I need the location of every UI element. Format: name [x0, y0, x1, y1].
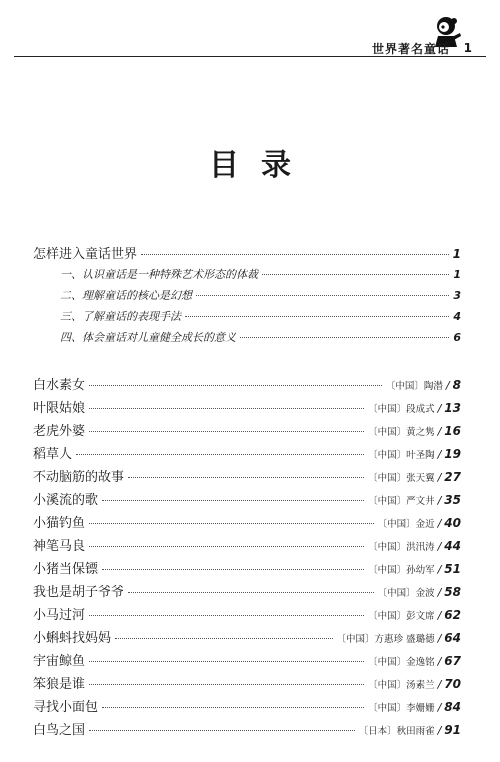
dot-leader: [102, 500, 364, 501]
toc-subentry[interactable]: [60, 287, 461, 303]
dot-leader: [76, 454, 364, 455]
toc-subentry[interactable]: [60, 266, 461, 282]
toc-entry-page: 1: [452, 247, 461, 261]
story-title: 白水素女: [33, 378, 86, 393]
toc-subentry-page: 1: [453, 268, 461, 281]
toc-entry[interactable]: [33, 627, 461, 646]
separator: /: [437, 540, 442, 553]
story-page: 64: [444, 631, 461, 645]
story-author: 〔中国〕陶潜: [385, 381, 443, 392]
dot-leader: [196, 295, 449, 296]
toc-subentry-title: 一、认识童话是一种特殊艺术形态的体裁: [60, 268, 258, 281]
separator: /: [445, 379, 450, 392]
story-page: 35: [444, 493, 461, 507]
toc-subentry[interactable]: [60, 329, 461, 345]
toc-entry[interactable]: [33, 512, 461, 531]
story-title: 白鸟之国: [33, 723, 86, 738]
toc-entry[interactable]: [33, 374, 461, 393]
story-page: 67: [444, 654, 461, 668]
toc-entry[interactable]: [33, 581, 461, 600]
toc-entry[interactable]: [33, 489, 461, 508]
dot-leader: [89, 546, 364, 547]
separator: /: [437, 402, 442, 415]
page-header: [14, 14, 486, 56]
toc-entry[interactable]: [33, 420, 461, 439]
story-author: 〔中国〕段成式: [368, 404, 435, 415]
story-title: 宇宙鲸鱼: [33, 654, 86, 669]
story-title: 稻草人: [33, 447, 73, 462]
page-title: 目录: [209, 148, 313, 183]
story-title: 老虎外婆: [33, 424, 86, 439]
separator: /: [437, 425, 442, 438]
story-author: 〔日本〕秋田雨雀: [358, 726, 435, 737]
story-title: 小溪流的歌: [33, 493, 99, 508]
story-page: 8: [452, 378, 461, 392]
separator: /: [437, 563, 442, 576]
story-page: 27: [444, 470, 461, 484]
dot-leader: [115, 638, 333, 639]
story-title: 小蝌蚪找妈妈: [33, 631, 112, 646]
story-page: 40: [444, 516, 461, 530]
toc-entry[interactable]: [33, 535, 461, 554]
dot-leader: [128, 592, 374, 593]
separator: /: [437, 724, 442, 737]
dot-leader: [89, 730, 355, 731]
story-page: 58: [444, 585, 461, 599]
dot-leader: [102, 569, 364, 570]
story-page: 16: [444, 424, 461, 438]
story-title: 小猫钓鱼: [33, 516, 86, 531]
toc-subentry-title: 二、理解童话的核心是幻想: [60, 289, 192, 302]
story-author: 〔中国〕严文井: [368, 496, 435, 507]
story-author: 〔中国〕金波: [377, 588, 435, 599]
story-author: 〔中国〕金逸铭: [368, 657, 435, 668]
toc-entry[interactable]: [33, 650, 461, 669]
story-title: 叶限姑娘: [33, 401, 86, 416]
toc-subentry-page: 6: [453, 331, 461, 344]
story-title: 小猪当保镖: [33, 562, 99, 577]
dot-leader: [89, 661, 364, 662]
story-author: 〔中国〕方惠珍 盛璐德: [336, 634, 435, 645]
separator: /: [437, 701, 442, 714]
story-author: 〔中国〕叶圣陶: [368, 450, 435, 461]
separator: /: [437, 655, 442, 668]
story-page: 70: [444, 677, 461, 691]
story-author: 〔中国〕李姗姗: [368, 703, 435, 714]
story-author: 〔中国〕孙幼军: [368, 565, 435, 576]
dot-leader: [262, 274, 449, 275]
toc-entry[interactable]: [33, 696, 461, 715]
toc-subentry-title: 三、了解童话的表现手法: [60, 310, 181, 323]
story-author: 〔中国〕汤素兰: [368, 680, 435, 691]
story-title: 不动脑筋的故事: [33, 470, 125, 485]
toc-subentry[interactable]: [60, 308, 461, 324]
header-rule: [14, 56, 486, 57]
story-author: 〔中国〕黄之隽: [368, 427, 435, 438]
story-page: 84: [444, 700, 461, 714]
separator: /: [437, 586, 442, 599]
page-number: 1: [463, 41, 472, 55]
story-title: 小马过河: [33, 608, 86, 623]
toc-subentry-page: 4: [453, 310, 461, 323]
story-page: 91: [444, 723, 461, 737]
toc-subentry-page: 3: [453, 289, 461, 302]
toc-entry[interactable]: [33, 443, 461, 462]
toc-section-intro[interactable]: [33, 243, 461, 262]
story-page: 44: [444, 539, 461, 553]
separator: /: [437, 494, 442, 507]
dot-leader: [102, 707, 364, 708]
dot-leader: [89, 408, 364, 409]
toc-entry[interactable]: [33, 397, 461, 416]
story-title: 寻找小面包: [33, 700, 99, 715]
separator: /: [437, 678, 442, 691]
story-author: 〔中国〕张天翼: [368, 473, 435, 484]
story-page: 19: [444, 447, 461, 461]
toc-entry[interactable]: [33, 673, 461, 692]
story-author: 〔中国〕洪汛涛: [368, 542, 435, 553]
separator: /: [437, 517, 442, 530]
toc-entry-title: 怎样进入童话世界: [33, 247, 138, 262]
dot-leader: [89, 615, 364, 616]
toc-entry[interactable]: [33, 604, 461, 623]
separator: /: [437, 471, 442, 484]
dot-leader: [185, 316, 449, 317]
toc-entry[interactable]: [33, 719, 461, 738]
toc-entry[interactable]: [33, 558, 461, 577]
story-title: 我也是胡子爷爷: [33, 585, 125, 600]
story-author: 〔中国〕彭文席: [368, 611, 435, 622]
toc-entry[interactable]: [33, 466, 461, 485]
story-page: 62: [444, 608, 461, 622]
dot-leader: [89, 684, 364, 685]
dot-leader: [89, 523, 374, 524]
dot-leader: [89, 385, 382, 386]
dot-leader: [89, 431, 364, 432]
story-page: 13: [444, 401, 461, 415]
book-title: 世界著名童话: [371, 42, 450, 56]
dot-leader: [240, 337, 449, 338]
separator: /: [437, 609, 442, 622]
separator: /: [437, 448, 442, 461]
story-author: 〔中国〕金近: [377, 519, 435, 530]
separator: /: [437, 632, 442, 645]
story-page: 51: [444, 562, 461, 576]
dot-leader: [141, 254, 449, 255]
toc-subentry-title: 四、体会童话对儿童健全成长的意义: [60, 331, 236, 344]
dot-leader: [128, 477, 364, 478]
story-title: 笨狼是谁: [33, 677, 86, 692]
story-title: 神笔马良: [33, 539, 86, 554]
